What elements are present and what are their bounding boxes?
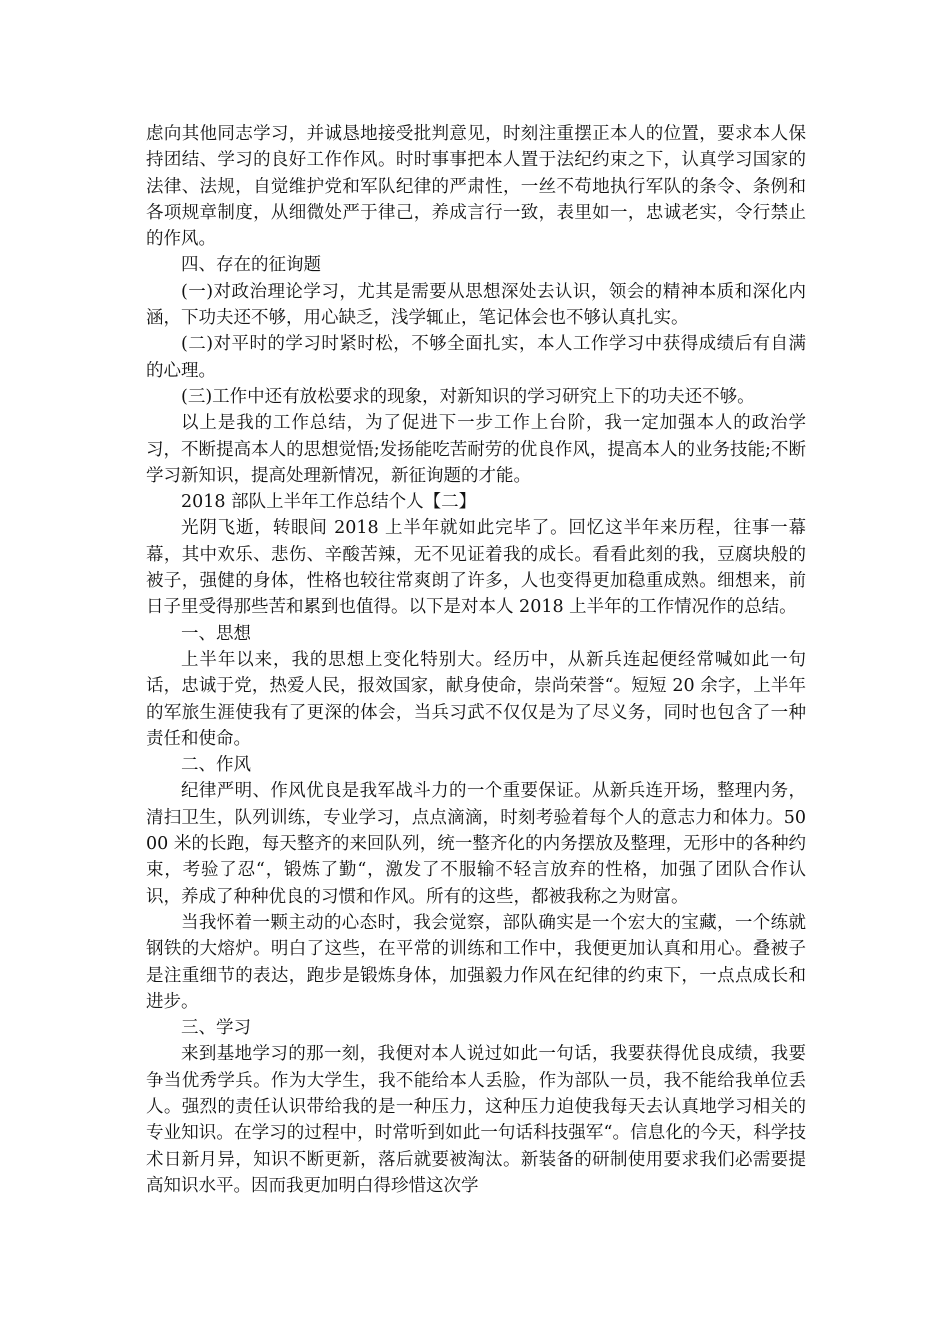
section-heading: 四、存在的征询题 <box>181 255 321 276</box>
paragraph: (三)工作中还有放松要求的现象，对新知识的学习研究上下的功夫还不够。 <box>181 386 755 407</box>
document-body <box>146 121 806 1199</box>
paragraph: 上半年以来，我的思想上变化特别大。经历中，从新兵连起便经常喊如此一句话，忠诚于党，热爱人民，报效国家，献身使命，崇尚荣誉“。短短 20 余字，上半年的军旅生涯使我有了更深的体会，当兵习武不仅仅是为了尽义务，同时也包含了一种责任和使命。 <box>146 649 806 749</box>
paragraph: 光阴飞逝，转眼间 2018 上半年就如此完毕了。回忆这半年来历程，往事一幕幕，其中欢乐、悲伤、辛酸苦辣，无不见证着我的成长。看看此刻的我，豆腐块般的被子，强健的身体，性格也较往常爽朗了许多，人也变得更加稳重成熟。细想来，前日子里受得那些苦和累到也值得。以下是对本人 2018 上半年的工作情况作的总结。 <box>146 518 806 618</box>
section-heading: 一、思想 <box>181 623 251 644</box>
article-title: 2018 部队上半年工作总结个人【二】 <box>181 492 477 513</box>
paragraph: 纪律严明、作风优良是我军战斗力的一个重要保证。从新兵连开场，整理内务，清扫卫生，队列训练，专业学习，点点滴滴，时刻考验着每个人的意志力和体力。5000 米的长跑，每天整齐的来回队列，统一整齐化的内务摆放及整理，无形中的各种约束，考验了忍“，锻炼了勤“，激发了不服输不轻言放弃的性格，加强了团队合作认识，养成了种种优良的习惯和作风。所有的这些，都被我称之为财富。 <box>146 781 806 907</box>
paragraph: 虑向其他同志学习，并诚恳地接受批判意见，时刻注重摆正本人的位置，要求本人保持团结、学习的良好工作作风。时时事事把本人置于法纪约束之下，认真学习国家的法律、法规，自觉维护党和军队纪律的严肃性，一丝不苟地执行军队的条令、条例和各项规章制度，从细微处严于律己，养成言行一致，表里如一，忠诚老实，令行禁止的作风。 <box>146 124 806 250</box>
paragraph: 来到基地学习的那一刻，我便对本人说过如此一句话，我要获得优良成绩，我要争当优秀学兵。作为大学生，我不能给本人丢脸，作为部队一员，我不能给我单位丢人。强烈的责任认识带给我的是一种压力，这种压力迫使我每天去认真地学习相关的专业知识。在学习的过程中，时常听到如此一句话科技强军“。信息化的今天，科学技术日新月异，知识不断更新，落后就要被淘汰。新装备的研制使用要求我们必需要提高知识水平。因而我更加明白得珍惜这次学 <box>146 1044 806 1196</box>
section-heading: 二、作风 <box>181 755 251 776</box>
paragraph: (一)对政治理论学习，尤其是需要从思想深处去认识，领会的精神本质和深化内涵，下功夫还不够，用心缺乏，浅学辄止，笔记体会也不够认真扎实。 <box>146 281 806 329</box>
paragraph: 以上是我的工作总结，为了促进下一步工作上台阶，我一定加强本人的政治学习，不断提高本人的思想觉悟;发扬能吃苦耐劳的优良作风，提高本人的业务技能;不断学习新知识，提高处理新情况，新征询题的才能。 <box>146 413 806 486</box>
paragraph: (二)对平时的学习时紧时松，不够全面扎实，本人工作学习中获得成绩后有自满的心理。 <box>146 334 806 381</box>
section-heading: 三、学习 <box>181 1018 251 1039</box>
paragraph: 当我怀着一颗主动的心态时，我会觉察，部队确实是一个宏大的宝藏，一个练就钢铁的大熔炉。明白了这些，在平常的训练和工作中，我便更加认真和用心。叠被子是注重细节的表达，跑步是锻炼身体，加强毅力作风在纪律的约束下，一点点成长和进步。 <box>146 912 806 1012</box>
